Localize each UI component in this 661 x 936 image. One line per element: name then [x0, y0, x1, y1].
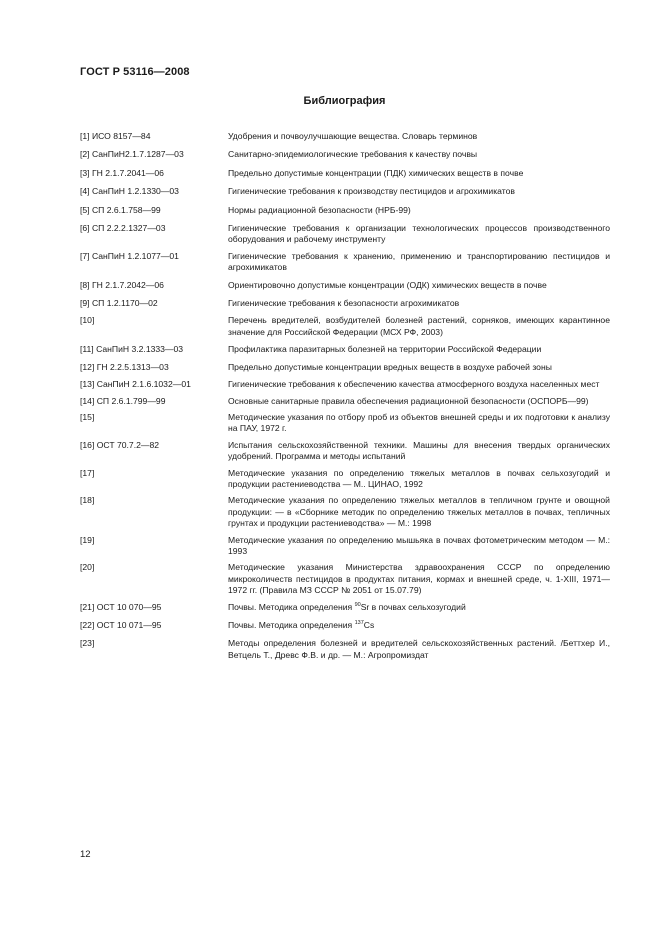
page-number: 12 — [80, 849, 91, 860]
bib-ref: [18] — [80, 495, 95, 506]
bib-ref: [13] СанПиН 2.1.6.1032—01 — [80, 379, 191, 390]
bib-desc: Методические указания по определению мышьяка в почвах фотометрическим методом — М.: 1993 — [228, 534, 610, 556]
bib-desc: Удобрения и почвоулучшающие вещества. Словарь терминов — [228, 131, 478, 141]
bib-entry-1 — [80, 131, 610, 142]
bib-entry-22 — [80, 620, 610, 631]
bib-desc: Методические указания Министерства здравоохранения СССР по определению микроколичеств пестицидов в продуктах питания, кормах и внешней среде, ч. 1-XIII, 1971—1972 гг. (Правила МЗ СССР № 2051 от 15.07.79) — [228, 562, 610, 596]
bib-entry-2 — [80, 149, 610, 160]
bib-entry-18 — [80, 495, 610, 529]
bib-ref: [3] ГН 2.1.7.2041—06 — [80, 167, 164, 178]
bib-entry-6 — [80, 223, 610, 246]
bib-ref: [15] — [80, 411, 95, 422]
bib-ref: [8] ГН 2.1.7.2042—06 — [80, 279, 164, 290]
bib-ref: [7] СанПиН 1.2.1077—01 — [80, 250, 179, 261]
bib-ref: [2] СанПиН2.1.7.1287—03 — [80, 149, 184, 160]
bib-entry-19 — [80, 535, 610, 558]
bib-entry-16 — [80, 440, 610, 463]
bib-desc: Гигиенические требования к организации технологических процессов производственного оборудования и рабочему инструменту — [228, 223, 610, 245]
bib-entry-9 — [80, 298, 610, 309]
bib-desc: Гигиенические требования к производству пестицидов и агрохимикатов — [228, 186, 515, 197]
bib-desc: Гигиенические требования к безопасности агрохимикатов — [228, 298, 460, 309]
bib-desc: Методические указания по отбору проб из объектов внешней среды и их подготовки к анализу на ПАУ, 1972 г. — [228, 411, 610, 434]
bib-ref: [4] СанПиН 1.2.1330—03 — [80, 186, 179, 197]
bib-desc: Предельно допустимые концентрации (ПДК) химических веществ в почве — [228, 167, 524, 178]
isotope-mass: 137 — [354, 620, 364, 626]
bib-desc: Гигиенические требования к обеспечению качества атмосферного воздуха населенных мест — [228, 379, 600, 390]
bib-ref: [5] СП 2.6.1.758—99 — [80, 204, 161, 215]
bib-desc: Методические указания по определению тяжелых металлов в почвах сельхозугодий и продукции растениеводства — М.. ЦИНАО, 1992 — [228, 467, 610, 489]
bib-desc: Гигиенические требования к хранению, применению и транспортированию пестицидов и агрохимикатов — [228, 250, 610, 273]
document-header: ГОСТ Р 53116—2008 — [80, 66, 190, 78]
bib-desc: Основные санитарные правила обеспечения радиационной безопасности (ОСПОРБ—99) — [228, 395, 589, 406]
bib-ref: [11] СанПиН 3.2.1333—03 — [80, 344, 184, 355]
bib-ref: [17] — [80, 467, 95, 478]
bib-ref: [9] СП 1.2.1170—02 — [80, 298, 158, 309]
bib-desc: Предельно допустимые концентрации вредных веществ в воздухе рабочей зоны — [228, 361, 552, 372]
bib-ref: [10] — [80, 315, 95, 326]
bib-ref: [20] — [80, 562, 95, 573]
bib-entry-10 — [80, 315, 610, 338]
bib-entry-23 — [80, 638, 610, 661]
bib-desc: Санитарно-эпидемиологические требования к качеству почвы — [228, 149, 478, 160]
page-title: Библиография — [303, 95, 386, 107]
bib-entry-17 — [80, 468, 610, 491]
bib-ref: [19] — [80, 534, 95, 545]
bib-entry-21 — [80, 602, 610, 613]
bib-desc: Почвы. Методика определения $^{90}$Sr в почвах сельхозугодий — [228, 601, 466, 612]
bib-desc: Ориентировочно допустимые концентрации (ОДК) химических веществ в почве — [228, 279, 547, 290]
bib-entry-15 — [80, 412, 610, 435]
bib-desc: Нормы радиационной безопасности (НРБ-99) — [228, 204, 411, 215]
bib-entry-14 — [80, 396, 610, 407]
bib-desc: Почвы. Методика определения $^{137}$Cs — [228, 620, 375, 630]
bib-desc: Перечень вредителей, возбудителей болезней растений, сорняков, имеющих карантинное значение для Российской Федерации (МСХ РФ, 2003) — [228, 315, 610, 337]
bib-entry-4 — [80, 186, 610, 197]
bib-entry-7 — [80, 251, 610, 274]
bib-ref: [12] ГН 2.2.5.1313—03 — [80, 361, 169, 372]
bib-desc: Методические указания по определению тяжелых металлов в тепличном грунте и овощной продукции: — в «Сборнике методик по определению тяжелых металлов в почвах, тепличных грунтах и продукции растениеводства» — М.: 1998 — [228, 495, 610, 529]
bibliography-list — [80, 131, 610, 661]
bib-entry-20 — [80, 562, 610, 596]
bib-entry-3 — [80, 168, 610, 179]
bib-desc: Испытания сельскохозяйственной техники. Машины для внесения твердых органических удобрений. Программа и методы испытаний — [228, 439, 610, 462]
bib-entry-11 — [80, 344, 610, 355]
bib-ref: [21] ОСТ 10 070—95 — [80, 601, 162, 612]
bib-ref: [16] ОСТ 70.7.2—82 — [80, 439, 160, 450]
bib-desc: Методы определения болезней и вредителей сельскохозяйственных растений. /Беттхер И., Ветцель Т., Древс Ф.В. и др. — М.: Агропромиздат — [228, 638, 610, 660]
bib-entry-13 — [80, 379, 610, 390]
bib-entry-12 — [80, 362, 610, 373]
isotope-mass: 90 — [354, 601, 361, 608]
bib-entry-8 — [80, 280, 610, 291]
bib-ref: [23] — [80, 638, 95, 649]
bib-ref: [14] СП 2.6.1.799—99 — [80, 395, 166, 406]
bib-ref: [6] СП 2.2.2.1327—03 — [80, 223, 166, 234]
bib-ref: [1] ИСО 8157—84 — [80, 131, 151, 141]
bib-ref: [22] ОСТ 10 071—95 — [80, 620, 162, 630]
bib-entry-5 — [80, 205, 610, 216]
bib-desc: Профилактика паразитарных болезней на территории Российской Федерации — [228, 344, 542, 355]
